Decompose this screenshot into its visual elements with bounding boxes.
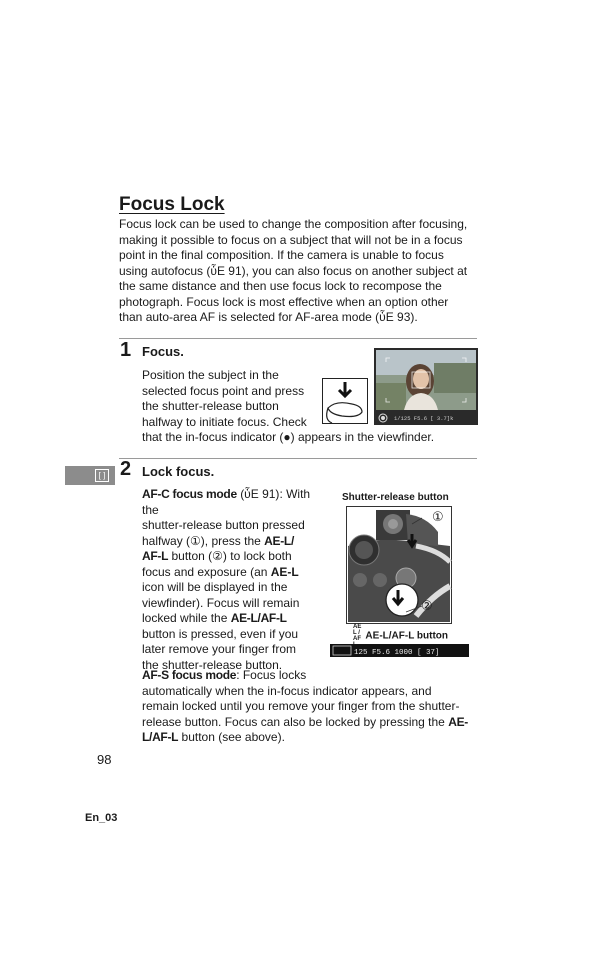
- intro-line: photograph. Focus lock is most effective when an option other: [119, 294, 449, 309]
- afc-ref: (ὖE 91): [240, 487, 280, 501]
- viewfinder-photo: [374, 348, 478, 425]
- viewfinder-strip: [330, 644, 469, 657]
- marker-2: ②: [421, 598, 433, 613]
- afc-line: halfway (①), press the: [142, 533, 261, 548]
- af-bracket-icon: [ ]: [95, 469, 109, 482]
- afc-line: With the: [142, 487, 311, 517]
- afc-line: shutter-release button pressed: [142, 518, 305, 532]
- strip-readout: 125 F5.6 1000 [ 37]: [354, 649, 440, 657]
- intro-line: the same distance and then use focus lock to recompose the: [119, 279, 442, 293]
- step-1-title: Focus.: [142, 344, 184, 359]
- afs-line: remain locked until you remove your finger from the shutter-: [142, 699, 460, 713]
- afc-line: AE-L/: [264, 533, 294, 548]
- afs-line: AE-: [448, 714, 468, 729]
- afc-line: icon will be displayed in the: [142, 580, 288, 594]
- intro-paragraph: [119, 217, 479, 326]
- afc-line: AE-L: [270, 564, 299, 579]
- afl-lock-icon: AE L / AF: [353, 624, 362, 642]
- intro-line: making it possible to focus on a subject that will not be in a focus: [119, 232, 463, 247]
- viewfinder-readout: 1/125 F5.6 [ 3.7]k: [394, 415, 454, 422]
- afc-line: the shutter-release button.: [142, 657, 283, 672]
- afs-line: release button. Focus can also be locked by pressing the: [142, 714, 445, 729]
- step-2-number: 2: [120, 458, 132, 480]
- step-2-title: Lock focus.: [142, 464, 215, 479]
- intro-line: using autofocus (ὖE 91), you can also focus on another subject at: [119, 263, 468, 278]
- intro-line: point in the final composition. If the camera is unable to focus: [119, 248, 444, 262]
- step-1-line: halfway to initiate focus. Check: [142, 414, 307, 429]
- intro-line: than auto-area AF is selected for AF-area mode (ὖE 93).: [119, 310, 418, 324]
- shutter-press-illustration: [322, 378, 368, 424]
- side-tab: [65, 466, 115, 485]
- step-2-afc-text: AF-C focus mode (ὖE 91): With the shutter-release button pressed halfway (①), press the AE-L/ AF-L button (②) to lock both focus and exposure (an AE-L icon will be displayed in the viewfinder). Focus will remain locked while the AE-L/AF-L button is pressed, even if you later remove your finger from the shutter-release button.: [142, 487, 322, 673]
- page-number: 98: [97, 752, 112, 767]
- ael-afl-caption-text: AE-L/AF-L button: [365, 630, 448, 642]
- afc-line: focus and exposure (an: [142, 564, 268, 579]
- step-1-line: Position the subject in the: [142, 368, 279, 382]
- afc-line: viewfinder). Focus will remain: [142, 595, 300, 610]
- afs-line: L/AF-L: [142, 730, 179, 744]
- divider: [119, 338, 477, 339]
- step-1-line: that the in-focus indicator (●) appears in the viewfinder.: [142, 430, 435, 444]
- step-2-afs-text: [142, 668, 482, 746]
- shutter-release-caption: Shutter-release button: [342, 492, 449, 503]
- afs-label: AF-S focus mode: [142, 668, 237, 682]
- afc-line: AF-L: [142, 549, 169, 563]
- afc-line: locked while the: [142, 611, 228, 625]
- afc-line: button (②) to lock both: [171, 549, 292, 563]
- afs-line: button (see above).: [181, 730, 285, 744]
- afc-line: later remove your finger from: [142, 642, 297, 656]
- page-title: Focus Lock: [119, 194, 225, 215]
- intro-line: Focus lock can be used to change the composition after focusing,: [119, 217, 468, 231]
- step-1-line: selected focus point and press: [142, 383, 305, 398]
- afs-line: automatically when the in-focus indicator appears, and: [142, 683, 432, 698]
- step-1-line: the shutter-release button: [142, 399, 279, 413]
- footer-label: En_03: [85, 812, 118, 824]
- afs-line: : Focus locks: [236, 668, 307, 682]
- divider: [119, 458, 477, 459]
- step-1-number: 1: [120, 339, 132, 361]
- afc-line: button is pressed, even if you: [142, 626, 299, 641]
- marker-1: ①: [432, 509, 444, 524]
- afc-line: AE-L/AF-L: [230, 611, 287, 625]
- afc-label: AF-C focus mode: [142, 487, 237, 501]
